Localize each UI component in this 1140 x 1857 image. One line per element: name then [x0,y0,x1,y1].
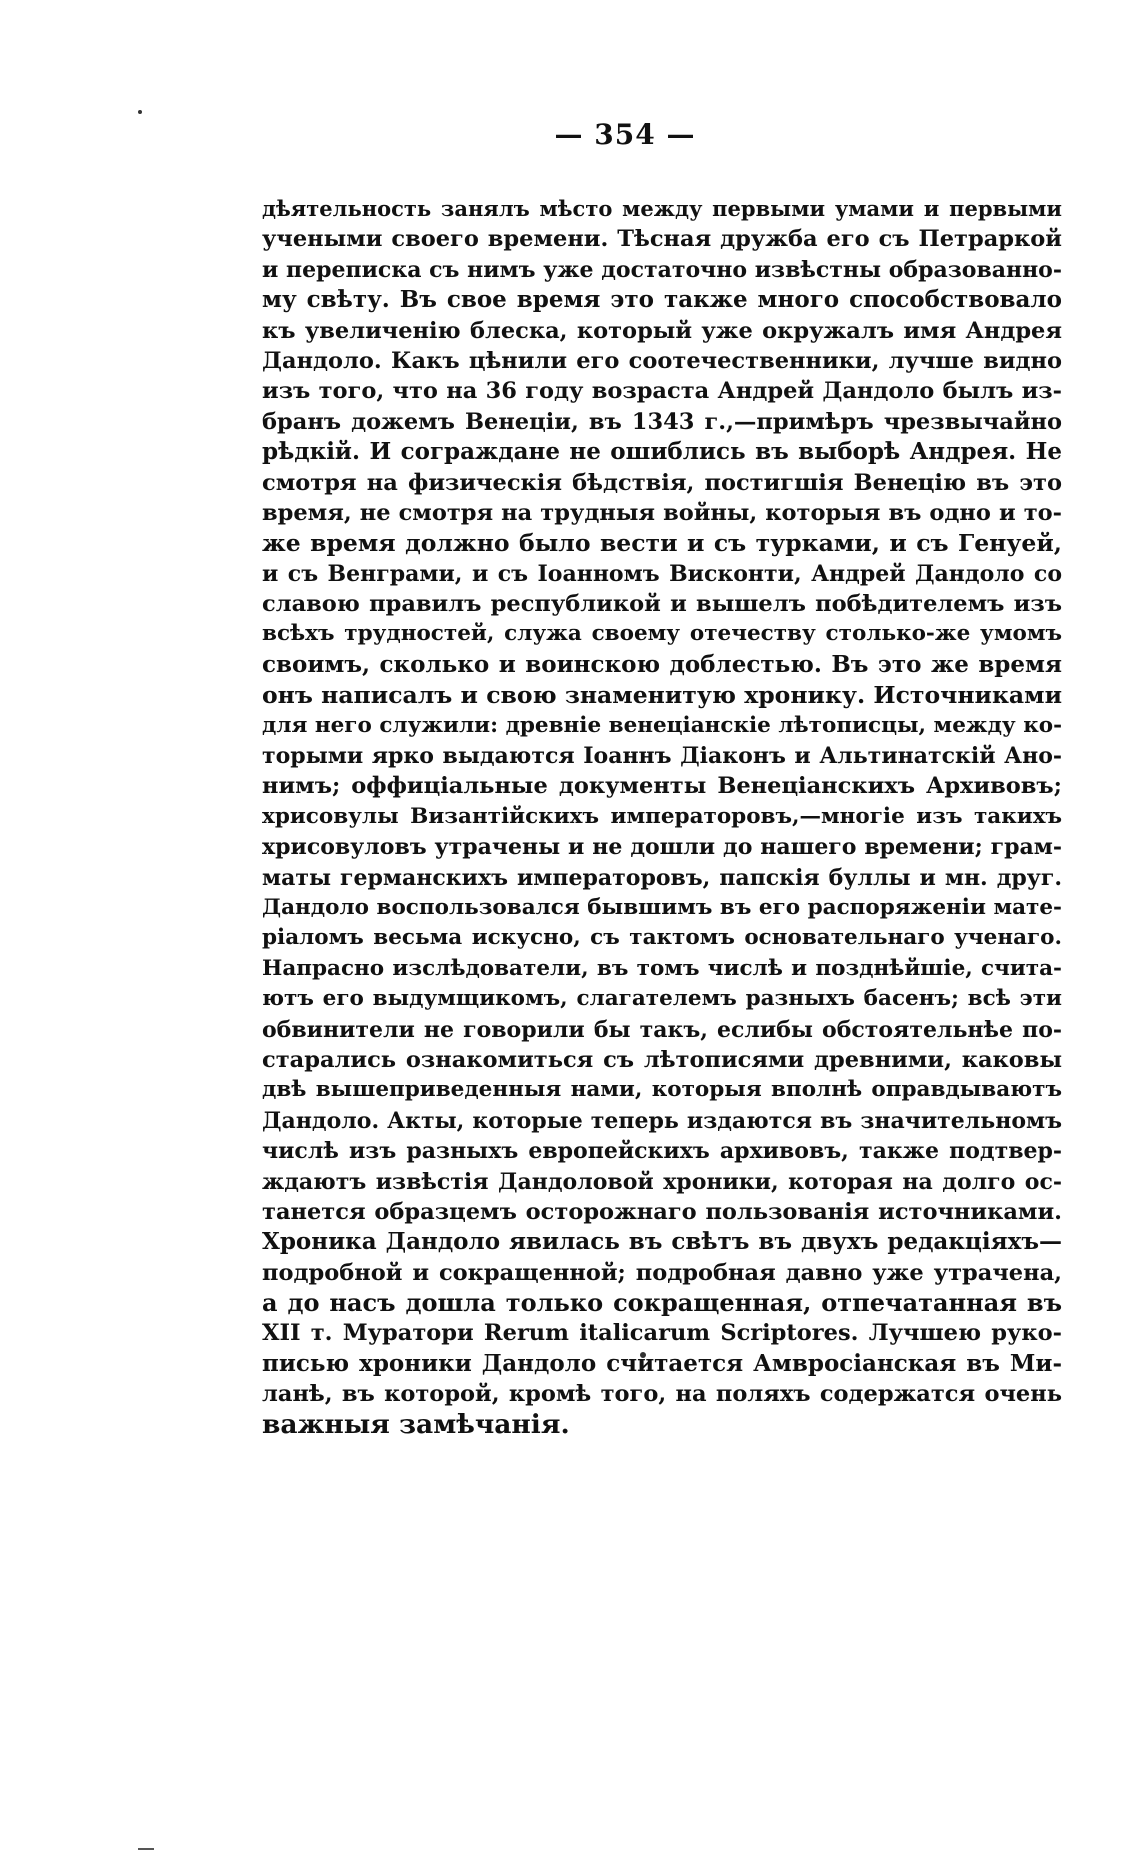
text-line: Дандоло. Акты, которые теперь издаются въ значительномъ [262,1107,1062,1134]
text-line: ютъ его выдумщикомъ, слагателемъ разныхъ басенъ; всѣ эти [262,986,1062,1012]
text-line: и переписка съ нимъ уже достаточно извѣстны образованно- [262,256,1062,283]
text-line: дѣятельность занялъ мѣсто между первыми умами и первыми [262,196,1062,221]
text-line: числѣ изъ разныхъ европейскихъ архивовъ, также подтвер- [262,1138,1062,1165]
text-line: Хроника Дандоло явилась въ свѣтъ въ двухъ редакціяхъ— [262,1228,1062,1256]
text-line: славою правилъ республикой и вышелъ побѣдителемъ изъ [262,591,1062,618]
text-line: ланѣ, въ которой, кромѣ того, на поляхъ содержатся очень [262,1381,1062,1408]
text-line: писью хроники Дандоло считается Амвросіанская въ Ми- [262,1349,1062,1377]
print-speck [138,110,142,114]
text-line: и съ Венграми, и съ Іоанномъ Висконти, Андрей Дандоло со [262,560,1062,587]
text-line: важныя замѣчанія. [262,1409,570,1440]
text-line: ждаютъ извѣстія Дандоловой хроники, которая на долго ос- [262,1168,1062,1195]
text-line: Дандоло воспользовался бывшимъ въ его распоряженіи мате- [262,894,1062,920]
text-line: ріаломъ весьма искусно, съ тактомъ основательнаго ученаго. [262,925,1062,951]
text-line: двѣ вышеприведенныя нами, которыя вполнѣ оправдываютъ [262,1077,1062,1103]
text-line: танется образцемъ осторожнаго пользованія источниками. [262,1198,1062,1225]
text-line: Дандоло. Какъ цѣнили его соотечественники, лучше видно [262,347,1062,374]
text-line: время, не смотря на трудныя войны, которыя въ одно и то- [262,499,1062,526]
text-line: старались ознакомиться съ лѣтописями древними, каковы [262,1046,1062,1073]
text-line: Напрасно изслѣдователи, въ томъ числѣ и позднѣйшіе, счита- [262,955,1062,981]
text-line: къ увеличенію блеска, который уже окружалъ имя Андрея [262,317,1062,344]
text-line: хрисовуловъ утрачены и не дошли до нашего времени; грам- [262,834,1062,861]
text-line: му свѣту. Въ свое время это также много способствовало [262,286,1062,314]
text-line: для него служили: древніе венеціанскіе лѣтописцы, между ко- [262,712,1062,738]
text-line: обвинители не говорили бы такъ, еслибы обстоятельнѣе по- [262,1016,1062,1043]
text-line: XII т. Муратори Rerum italicarum Scriptores. Лучшею руко- [262,1320,1062,1347]
text-line: же время должно было вести и съ турками, и съ Генуей, [262,529,1062,558]
text-line: нимъ; оффиціальные документы Венеціанскихъ Архивовъ; [262,773,1062,800]
text-line: маты германскихъ императоровъ, папскія буллы и мн. друг. [262,864,1062,891]
page-number: — 354 — [554,118,696,151]
body-text [262,194,1062,1440]
text-line: хрисовулы Византійскихъ императоровъ,—многіе изъ такихъ [262,803,1062,829]
text-line: рѣдкій. И сограждане не ошиблись въ выборѣ Андрея. Не [262,438,1062,466]
text-line: онъ написалъ и свою знаменитую хронику. Источниками [262,681,1062,710]
text-line: бранъ дожемъ Венеціи, въ 1343 г.,—примѣръ чрезвычайно [262,408,1062,435]
text-line: подробной и сокращенной; подробная давно уже утрачена, [262,1259,1062,1286]
text-line: торыми ярко выдаются Іоаннъ Діаконъ и Альтинатскій Ано- [262,743,1062,770]
text-line: своимъ, сколько и воинскою доблестью. Въ это же время [262,650,1062,678]
text-line: а до насъ дошла только сокращенная, отпечатанная въ [262,1288,1062,1318]
scan-edge-mark [138,1848,154,1850]
text-line: смотря на физическія бѣдствія, постигшія Венецію въ это [262,469,1062,496]
text-line: всѣхъ трудностей, служа своему отечеству столько-же умомъ [262,621,1062,647]
text-line: изъ того, что на 36 году возраста Андрей Дандоло былъ из- [262,378,1062,405]
text-line: учеными своего времени. Тѣсная дружба его съ Петраркой [262,226,1062,253]
